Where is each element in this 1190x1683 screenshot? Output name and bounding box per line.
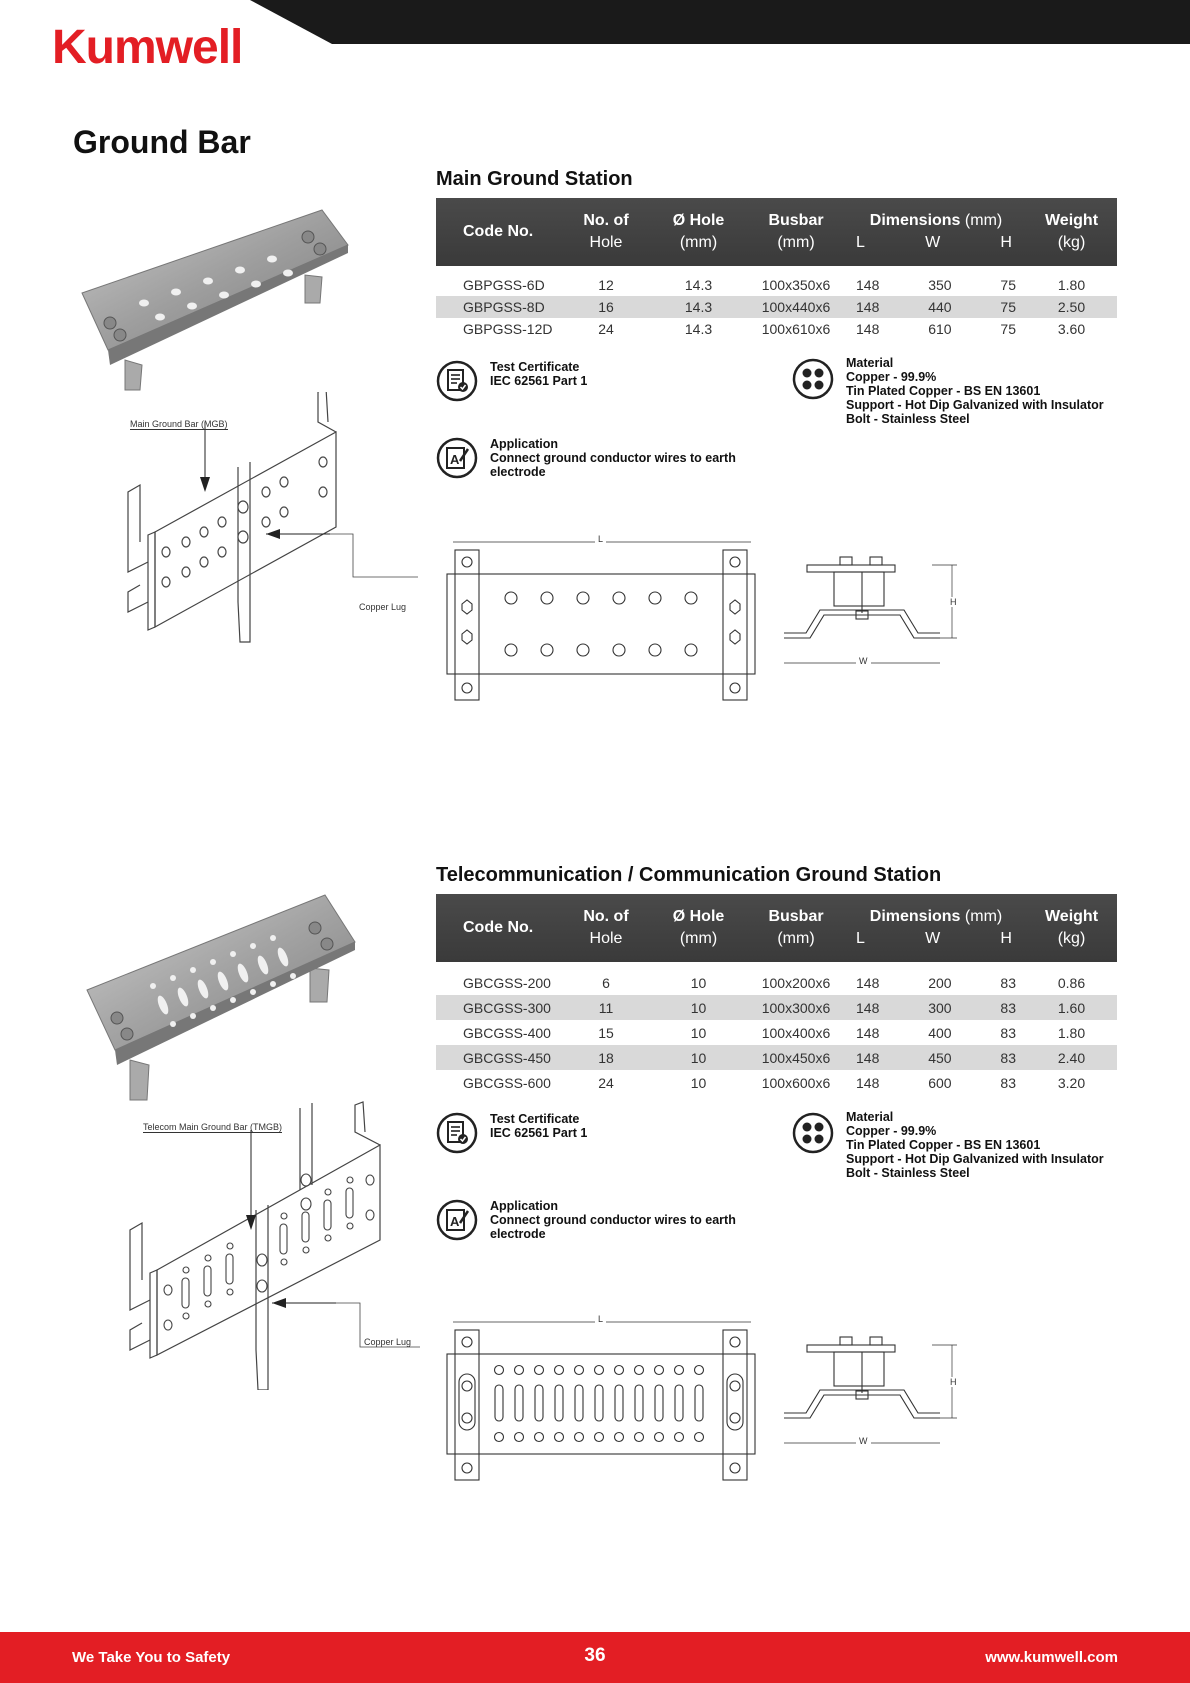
header-dimensions: Dimensions (mm) L W H [846,894,1026,962]
application-block [436,1199,736,1241]
section-title-telecom-ground-station: Telecommunication / Communication Ground Station [436,864,942,886]
header-dimensions: Dimensions (mm) L W H [846,198,1026,266]
cell-dimensions: 148 600 83 [856,1074,1016,1091]
dimension-label-h: H [950,1377,957,1387]
technical-drawing-front-main-ground-bar [445,530,760,705]
callout-copper-lug: Copper Lug [364,1337,412,1347]
cell-code: GBCGSS-400 [463,1024,551,1041]
cell-busbar: 100x450x6 [746,1045,846,1070]
cell-dimensions: 148 440 75 [846,296,1026,318]
cell-dimensions: 148 200 83 [856,974,1016,991]
cell-busbar: 100x200x6 [761,974,831,991]
dimension-label-l: L [595,1314,606,1324]
test-certificate-block [436,1112,587,1154]
cell-weight: 2.50 [1026,296,1117,318]
certificate-icon [436,360,478,402]
cell-code: GBPGSS-8D [436,296,561,318]
section-title-main-ground-station: Main Ground Station [436,168,633,190]
application-text: Connect ground conductor wires to earth [490,451,736,465]
material-support: Support - Hot Dip Galvanized with Insulator [846,398,1104,412]
material-copper: Copper - 99.9% [846,370,937,384]
header-weight: Weight (kg) [1026,894,1117,962]
table-row [436,970,1117,995]
cell-holes: 12 [598,277,614,293]
cell-holes: 24 [598,1074,614,1091]
cell-weight: 1.80 [1057,277,1086,293]
cell-dimensions: 148 450 83 [846,1045,1026,1070]
cell-code: GBCGSS-300 [436,995,561,1020]
material-block [792,1112,1104,1180]
spec-table-telecom-ground-station [436,894,1117,1095]
cell-dimensions: 148 610 75 [856,321,1016,337]
header-code: Code No. [436,198,561,266]
cell-diameter: 10 [651,995,746,1020]
cell-code: GBCGSS-600 [463,1074,551,1091]
cell-holes: 11 [561,995,651,1020]
cell-busbar: 100x300x6 [746,995,846,1020]
header-holes: No. of Hole [561,198,651,266]
cell-weight: 1.60 [1026,995,1117,1020]
technical-drawing-side-main-ground-bar [782,553,962,673]
material-icon [792,1112,834,1154]
cell-code: GBPGSS-12D [463,321,553,337]
dimension-label-w: W [856,1436,871,1446]
header-hole-diameter: Ø Hole (mm) [651,894,746,962]
header-holes: No. of Hole [561,894,651,962]
application-icon [436,437,478,479]
application-label: Application [490,437,559,451]
cell-diameter: 10 [651,1045,746,1070]
cell-dimensions: 148 300 83 [846,995,1026,1020]
cell-code: GBPGSS-6D [463,277,545,293]
table-row [436,1020,1117,1045]
callout-copper-lug: Copper Lug [359,602,407,612]
product-photo-main-ground-bar [80,205,380,405]
material-tin-plated: Tin Plated Copper - BS EN 13601 [846,1138,1041,1152]
cell-diameter: 14.3 [684,277,713,293]
material-bolt: Bolt - Stainless Steel [846,412,970,426]
callout-main-ground-bar: Main Ground Bar (MGB) [130,419,228,429]
application-text: Connect ground conductor wires to earth [490,1213,736,1227]
header-busbar: Busbar (mm) [746,198,846,266]
cell-busbar: 100x600x6 [761,1074,831,1091]
cell-busbar: 100x610x6 [761,321,831,337]
table-header-row [436,894,1117,962]
cell-holes: 24 [598,321,614,337]
cell-busbar: 100x400x6 [761,1024,831,1041]
cell-diameter: 14.3 [684,321,713,337]
footer-slogan: We Take You to Safety [72,1649,231,1666]
brand-logo: Kumwell [52,21,243,74]
cell-holes: 6 [602,974,610,991]
test-certificate-label: Test Certificate [490,1112,580,1126]
illustration-main-ground-bar [118,392,418,652]
cell-busbar: 100x440x6 [746,296,846,318]
cell-diameter: 10 [690,1074,707,1091]
header-code: Code No. [436,894,561,962]
certificate-icon [436,1112,478,1154]
table-row [436,318,1117,340]
footer-bar [0,1632,1190,1683]
application-text-cont: electrode [490,1227,546,1241]
dimension-label-w: W [856,656,871,666]
header-busbar: Busbar (mm) [746,894,846,962]
svg-text:A: A [450,1214,460,1229]
test-certificate-value: IEC 62561 Part 1 [490,374,588,388]
cell-weight: 3.20 [1057,1074,1086,1091]
material-tin-plated: Tin Plated Copper - BS EN 13601 [846,384,1041,398]
dimension-label-l: L [595,534,606,544]
page-number: 36 [584,1645,606,1666]
cell-weight: 1.80 [1057,1024,1086,1041]
dimension-label-h: H [950,597,957,607]
application-label: Application [490,1199,559,1213]
table-header-row [436,198,1117,266]
product-photo-telecom-ground-bar [85,890,385,1110]
cell-diameter: 10 [690,974,707,991]
technical-drawing-front-telecom-ground-bar [445,1310,760,1485]
header-weight: Weight (kg) [1026,198,1117,266]
table-row [436,995,1117,1020]
material-block [792,358,1104,426]
table-row [436,1070,1117,1095]
cell-weight: 2.40 [1026,1045,1117,1070]
table-row [436,296,1117,318]
material-label: Material [846,1110,894,1124]
cell-dimensions: 148 400 83 [856,1024,1016,1041]
cell-dimensions: 148 350 75 [856,277,1016,293]
material-support: Support - Hot Dip Galvanized with Insulator [846,1152,1104,1166]
cell-busbar: 100x350x6 [761,277,831,293]
spec-table-main-ground-station [436,198,1117,340]
application-icon [436,1199,478,1241]
application-text-cont: electrode [490,465,546,479]
technical-drawing-side-telecom-ground-bar [782,1333,962,1453]
test-certificate-block [436,360,587,402]
table-row [436,274,1117,296]
test-certificate-value: IEC 62561 Part 1 [490,1126,588,1140]
cell-code: GBCGSS-450 [436,1045,561,1070]
website-link[interactable]: www.kumwell.com [985,1649,1118,1666]
material-copper: Copper - 99.9% [846,1124,937,1138]
test-certificate-label: Test Certificate [490,360,580,374]
table-row [436,1045,1117,1070]
callout-telecom-ground-bar: Telecom Main Ground Bar (TMGB) [143,1122,283,1132]
svg-text:A: A [450,452,460,467]
cell-weight: 3.60 [1057,321,1086,337]
material-icon [792,358,834,400]
cell-code: GBCGSS-200 [463,974,551,991]
cell-holes: 18 [561,1045,651,1070]
header-hole-diameter: Ø Hole (mm) [651,198,746,266]
cell-diameter: 14.3 [651,296,746,318]
cell-weight: 0.86 [1057,974,1086,991]
cell-holes: 16 [561,296,651,318]
material-label: Material [846,356,894,370]
cell-holes: 15 [598,1024,614,1041]
page-title: Ground Bar [73,124,251,160]
material-bolt: Bolt - Stainless Steel [846,1166,970,1180]
application-block [436,437,736,479]
cell-diameter: 10 [690,1024,707,1041]
